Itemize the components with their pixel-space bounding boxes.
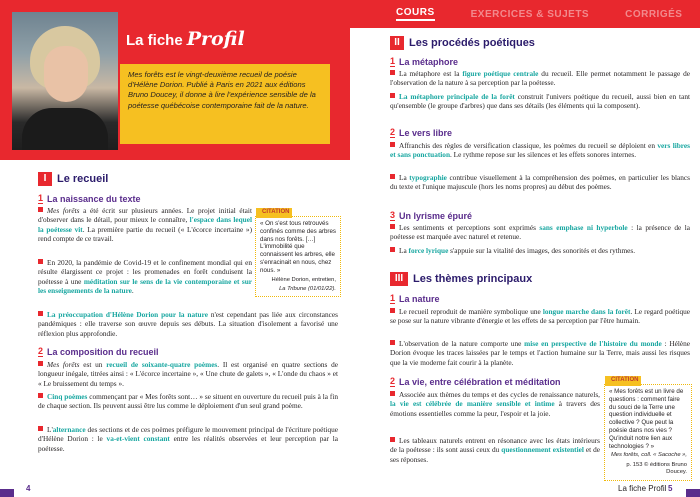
tab-bar bbox=[350, 0, 700, 28]
subheading-vers-libre bbox=[390, 127, 452, 138]
sub-title: La nature bbox=[399, 293, 440, 304]
paragraph-13: Le recueil reproduit de manière symbolique une longue marche dans la forêt. Le regard poétique se pose sur la nature vibrante d'énergie et les effets de sa perception par l'être humain. bbox=[390, 307, 690, 326]
citation-source-ref: La Tribune (01/01/22). bbox=[279, 285, 336, 292]
title-word: Profil bbox=[186, 28, 245, 50]
sub-title: La vie, entre célébration et méditation bbox=[399, 376, 561, 387]
section-heading-themes bbox=[390, 272, 532, 286]
citation-source: Hélène Dorion, entretien, bbox=[271, 276, 336, 283]
citation-source-ref: p. 153 © éditions Bruno Doucey. bbox=[626, 461, 687, 476]
sub-number: 2 bbox=[390, 376, 396, 386]
citation-tag: CITATION bbox=[256, 208, 292, 218]
subheading-nature bbox=[390, 293, 440, 304]
paragraph-2: En 2020, la pandémie de Covid-19 et le confinement mondial qui en résulte élargissent ce projet : les promenades en forêt conduisent la poétesse à une méditation sur le sens de la vie contemporaine et sur les enseignements de la nature. bbox=[38, 258, 252, 296]
sub-title: La naissance du texte bbox=[47, 193, 141, 204]
citation-text: « Mes forêts est un livre de questions : comment faire du souci de la Terre une question individuelle et collective ? Que peut la poésie dans nos vies ? Qu'induit notre lien aux technologies ? » bbox=[609, 388, 684, 450]
subheading-vie bbox=[390, 376, 561, 387]
section-heading-procedes bbox=[390, 36, 535, 50]
paragraph-4: Mes forêts est un recueil de soixante-quatre poèmes. Il est organisé en quatre sections de longueur inégale, titrées ainsi : « L'écorce incertaine », « Une chute de galets », « L'onde du chaos » et « Le bruissement du temps ». bbox=[38, 360, 338, 388]
section-number: II bbox=[390, 36, 404, 50]
section-title: Le recueil bbox=[57, 173, 109, 185]
sub-title: Un lyrisme épuré bbox=[399, 210, 473, 221]
section-title: Les procédés poétiques bbox=[409, 37, 535, 49]
sub-number: 3 bbox=[390, 210, 396, 220]
tab-corriges[interactable]: CORRIGÉS bbox=[625, 8, 683, 20]
page-number: 5 bbox=[668, 484, 673, 493]
citation-tag: CITATION bbox=[605, 376, 641, 386]
paragraph-6: L'alternance des sections et de ces poèmes préfigure le mouvement principal de l'écriture poétique d'Hélène Dorion : le va-et-vient constant entre les réalités observées et leur perception par la poétesse. bbox=[38, 425, 339, 453]
fiche-title bbox=[126, 28, 245, 50]
sub-number: 1 bbox=[390, 56, 396, 66]
citation-source: Mes forêts, coll. « Sacoche », bbox=[610, 452, 687, 459]
paragraph-1: Mes forêts a été écrit sur plusieurs années. Le projet initial était d'observer dans le détail, pour mieux le connaître, l'espace dans lequel la poétesse vit. La première partie du recueil (« L'écorce incertaine ») rend compte de ce travail. bbox=[38, 206, 253, 244]
sub-number: 1 bbox=[38, 193, 44, 203]
paragraph-9: Affranchis des règles de versification classique, les poèmes du recueil se déploient en vers libres et sans ponctuation. Le rythme repose sur les silences et les effets sonores internes. bbox=[390, 141, 690, 160]
page-edge-strip bbox=[0, 489, 14, 497]
right-page bbox=[350, 0, 700, 497]
sub-number: 2 bbox=[38, 346, 44, 356]
sub-number: 1 bbox=[390, 293, 396, 303]
paragraph-7: La métaphore est la figure poétique centrale du recueil. Elle permet notamment le passage de l'observation de la nature à sa perception par la poétesse. bbox=[390, 69, 690, 88]
sub-number: 2 bbox=[390, 127, 396, 137]
paragraph-14: L'observation de la nature comporte une mise en perspective de l'histoire du monde : Hélène Dorion évoque les traces laissées par le temps et l'action humaine sur la Terre, mais aussi les risques que la vie moderne fait courir à la planète. bbox=[390, 339, 690, 367]
page-number: 4 bbox=[26, 484, 31, 493]
title-prefix: La fiche bbox=[126, 32, 183, 49]
paragraph-15: Associée aux thèmes du temps et des cycles de renaissance naturels, la vie est célébrée de manière sensible et intime à travers des émotions essentielles comme la peur, l'espoir et la joie. bbox=[390, 390, 600, 418]
intro-box: Mes forêts est le vingt-deuxième recueil de poésie d'Hélène Dorion. Publié à Paris en 2021 aux éditions Bruno Doucey, il donne à lire l'expérience sensible de la poétesse québécoise contemporaine fait de la nature. bbox=[120, 64, 330, 144]
paragraph-16: Les tableaux naturels entrent en résonance avec les états intérieurs de la poétesse : ils sont aussi ceux du questionnement existentiel et de ses réponses. bbox=[390, 436, 600, 464]
subheading-metaphore bbox=[390, 56, 458, 67]
author-photo bbox=[12, 12, 118, 150]
paragraph-11: Les sentiments et perceptions sont exprimés sans emphase ni hyperbole : la présence de la poétesse est marquée avec naturel et retenue. bbox=[390, 223, 690, 242]
section-title: Les thèmes principaux bbox=[413, 273, 533, 285]
profile-header bbox=[0, 0, 350, 160]
sub-title: La composition du recueil bbox=[47, 346, 159, 357]
sub-title: Le vers libre bbox=[399, 127, 453, 138]
citation-box-2 bbox=[604, 377, 692, 481]
section-number: I bbox=[38, 172, 52, 186]
page-edge-strip bbox=[686, 489, 700, 497]
subheading-composition bbox=[38, 346, 159, 357]
citation-text: « On s'est tous retrouvés confinés comme des arbres dans nos forêts. […] L'immobilité que connaissent les arbres, elle s'enracinait en nous, chez nous. » bbox=[260, 220, 337, 274]
paragraph-12: La force lyrique s'appuie sur la vitalité des images, des sonorités et des rythmes. bbox=[390, 246, 690, 255]
paragraph-10: La typographie contribue visuellement à la compréhension des poèmes, en particulier les blancs du texte et l'unique majuscule (hors les noms propres) au début des poèmes. bbox=[390, 173, 690, 192]
paragraph-8: La métaphore principale de la forêt construit l'univers poétique du recueil, aussi bien en tant qu'ensemble (le groupe d'arbres) que dans ses détails (les éléments qui la composent). bbox=[390, 92, 690, 111]
sub-title: La métaphore bbox=[399, 56, 459, 67]
subheading-naissance bbox=[38, 193, 141, 204]
subheading-lyrisme bbox=[390, 210, 472, 221]
citation-box-1 bbox=[255, 209, 341, 297]
paragraph-3: La préoccupation d'Hélène Dorion pour la nature n'est cependant pas liée aux circonstances pandémiques : elle traverse son œuvre depuis ses débuts. La situation d'isolement a favorisé une réflexion plus approfondie. bbox=[38, 310, 338, 338]
tab-cours[interactable]: COURS bbox=[350, 7, 453, 21]
section-number: III bbox=[390, 272, 408, 286]
footer-label: La fiche Profil bbox=[618, 484, 667, 493]
paragraph-5: Cinq poèmes commençant par « Mes forêts sont… » se situent en ouverture du recueil puis à la fin de chaque section. Ils peuvent aussi être lus comme le déploiement d'un seul grand poème. bbox=[38, 392, 338, 411]
tab-exercices[interactable]: EXERCICES & SUJETS bbox=[470, 8, 590, 20]
section-heading-recueil bbox=[38, 172, 108, 186]
